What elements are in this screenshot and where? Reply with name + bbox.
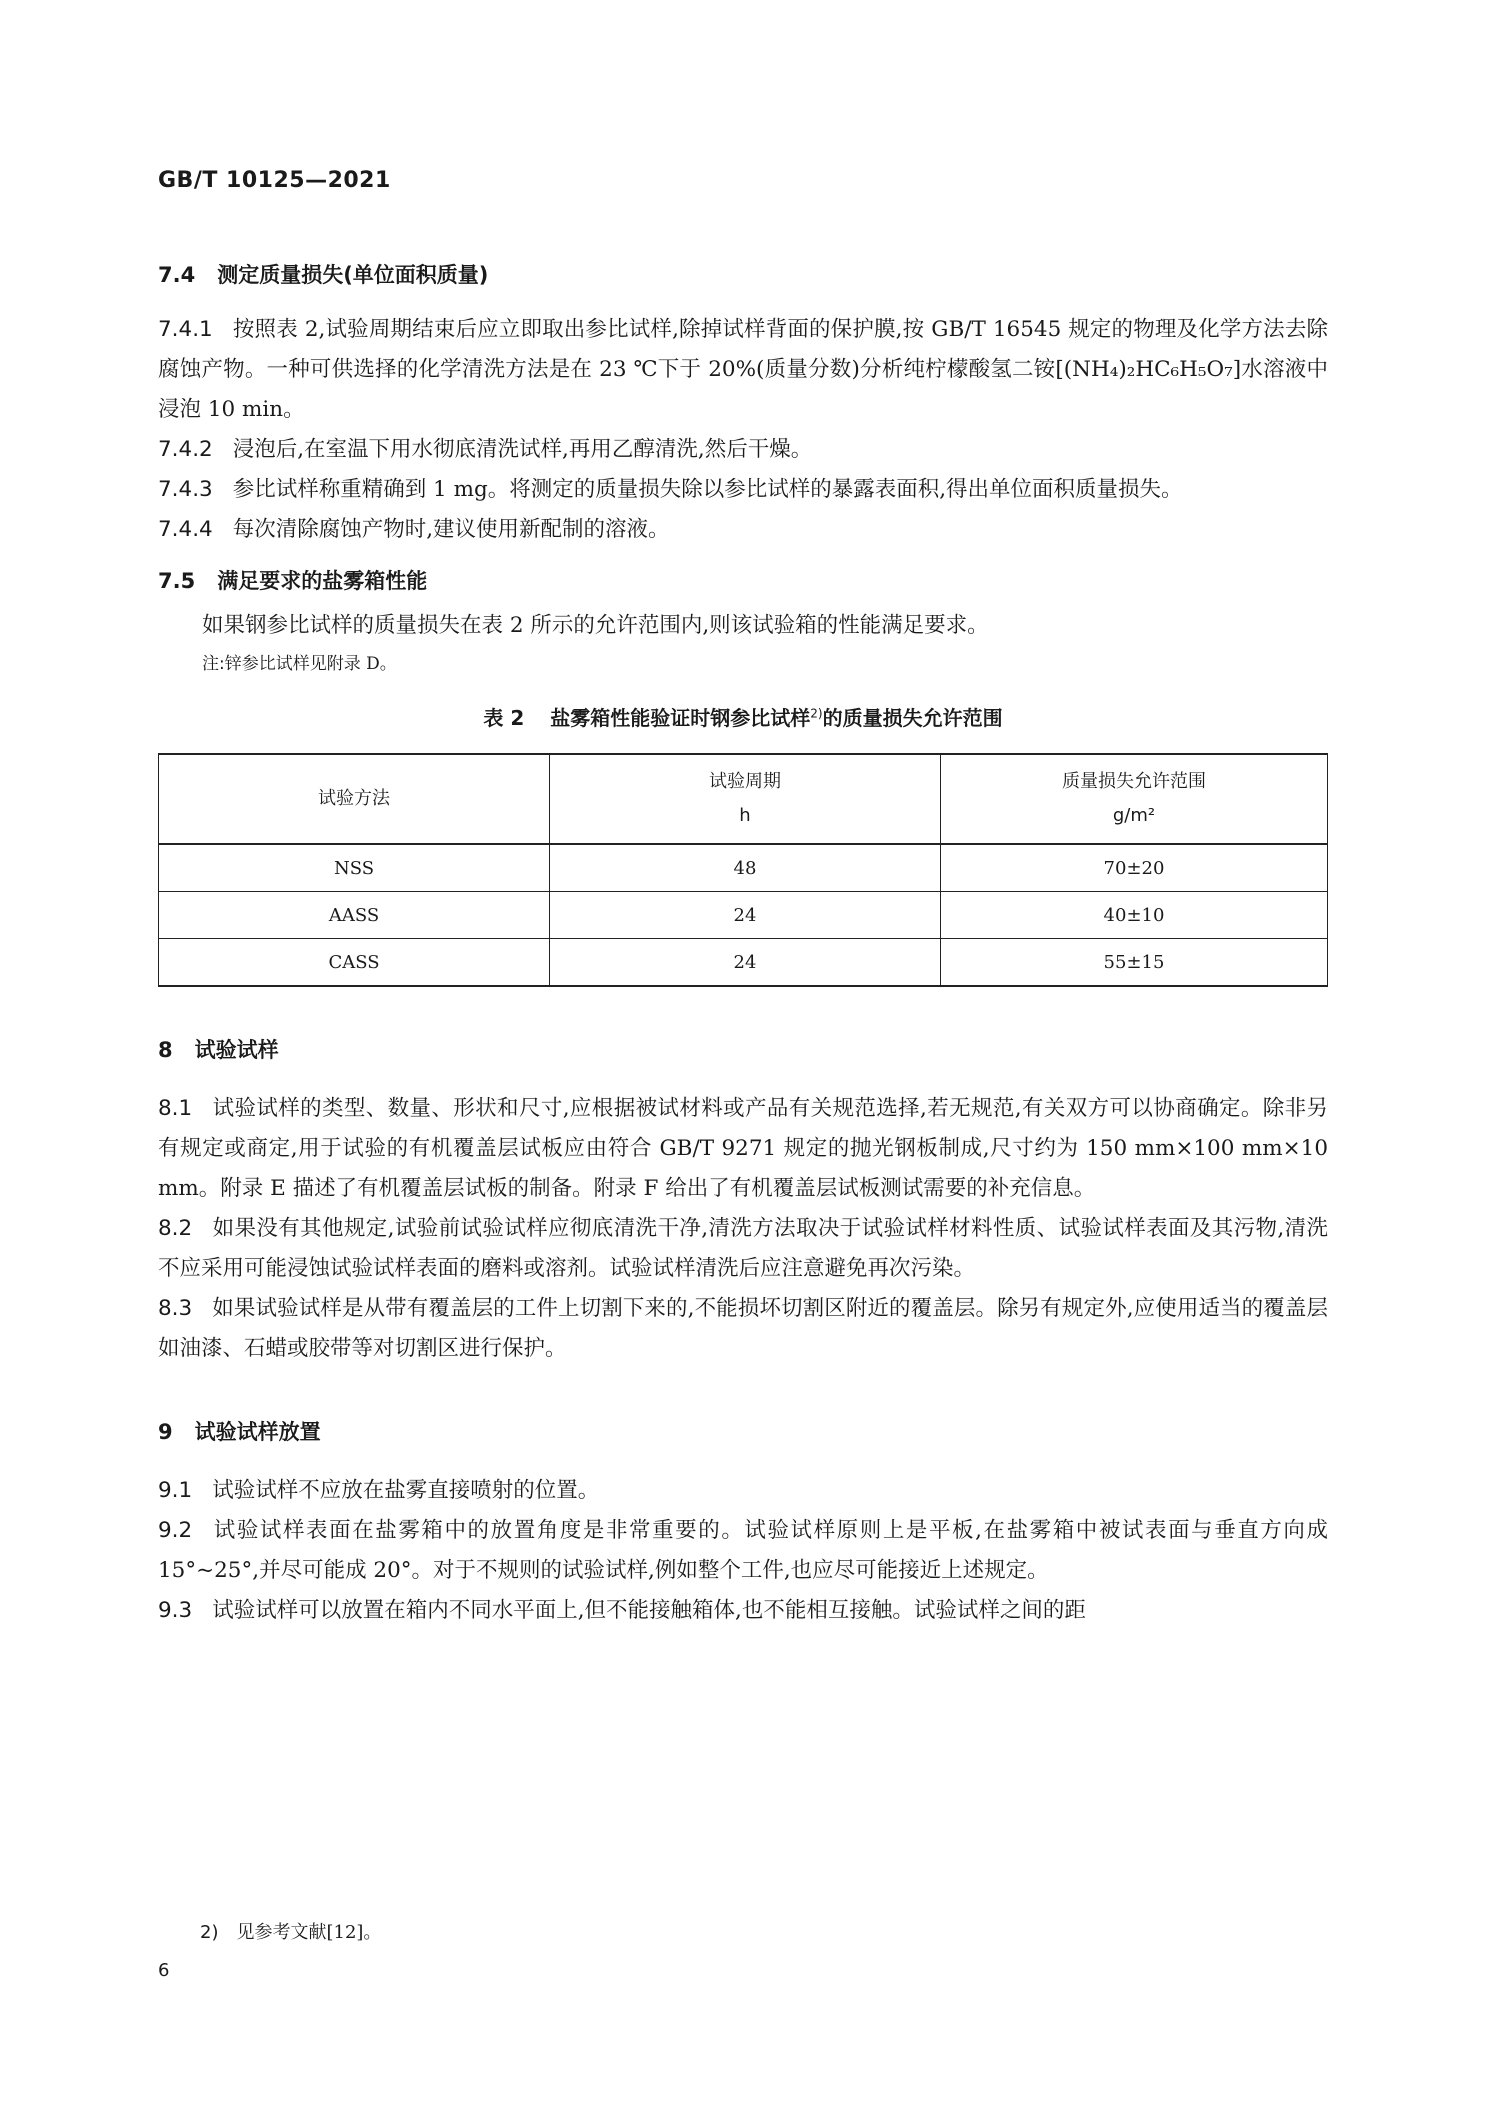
table-cell: AASS [159, 892, 550, 939]
header-unit: g/m² [1112, 805, 1156, 826]
clause-number: 8.1 [158, 1096, 193, 1121]
section-number: 7.4 [158, 263, 196, 287]
page-content [158, 258, 1328, 1631]
footnote-text: 见参考文献[12]。 [236, 1922, 382, 1943]
header-label: 试验方法 [318, 788, 390, 809]
table-cell: 70±20 [941, 844, 1328, 892]
footnote-mark: 2) [200, 1922, 219, 1943]
clause-number: 9.2 [158, 1518, 193, 1543]
clause-number: 9.3 [158, 1598, 193, 1623]
note-label: 注: [202, 654, 225, 674]
header-label: 试验周期 [709, 771, 781, 792]
table-cell: 24 [550, 892, 941, 939]
clause-7-4-4 [158, 510, 1328, 550]
clause-text: 试验试样表面在盐雾箱中的放置角度是非常重要的。试验试样原则上是平板,在盐雾箱中被试表面与垂直方向成 15°~25°,并尽可能成 20°。对于不规则的试验试样,例如整个工件,也应尽可能接近上述规定。 [158, 1518, 1328, 1583]
clause-9-2 [158, 1511, 1328, 1591]
table-cell: NSS [159, 844, 550, 892]
footnote-reference: 2) [810, 706, 823, 721]
section-number: 9 [158, 1420, 173, 1444]
column-header [159, 754, 550, 844]
section-number: 7.5 [158, 569, 196, 593]
table-cell: CASS [159, 939, 550, 987]
table-header-row [159, 754, 1328, 844]
column-header [941, 754, 1328, 844]
section-8-heading [158, 1033, 1328, 1067]
footnote [200, 1918, 381, 1944]
table-row [159, 892, 1328, 939]
clause-text: 如果没有其他规定,试验前试验试样应彻底清洗干净,清洗方法取决于试验试样材料性质、试验试样表面及其污物,清洗不应采用可能浸蚀试验试样表面的磨料或溶剂。试验试样清洗后应注意避免再次污染。 [158, 1216, 1328, 1281]
section-number: 8 [158, 1038, 173, 1062]
section-7-4-heading [158, 258, 1328, 292]
clause-text: 按照表 2,试验周期结束后应立即取出参比试样,除掉试样背面的保护膜,按 GB/T 16545 规定的物理及化学方法去除腐蚀产物。一种可供选择的化学清洗方法是在 23 ℃下于 20%(质量分数)分析纯柠檬酸氢二铵[(NH₄)₂HC₆H₅O₇]水溶液中浸泡 10 min。 [158, 317, 1328, 422]
clause-7-4-3 [158, 470, 1328, 510]
section-title: 试验试样放置 [194, 1420, 321, 1444]
section-title: 满足要求的盐雾箱性能 [217, 569, 428, 593]
clause-number: 7.4.4 [158, 517, 213, 542]
clause-number: 8.3 [158, 1296, 193, 1321]
clause-text: 试验试样的类型、数量、形状和尺寸,应根据被试材料或产品有关规范选择,若无规范,有关双方可以协商确定。除非另有规定或商定,用于试验的有机覆盖层试板应由符合 GB/T 9271 规定的抛光钢板制成,尺寸约为 150 mm×100 mm×10 mm。附录 E 描述了有机覆盖层试板的制备。附录 F 给出了有机覆盖层试板测试需要的补充信息。 [158, 1096, 1328, 1201]
clause-7-4-2 [158, 430, 1328, 470]
clause-number: 8.2 [158, 1216, 193, 1241]
header-label: 质量损失允许范围 [1062, 771, 1206, 792]
clause-8-2 [158, 1209, 1328, 1289]
column-header [550, 754, 941, 844]
table-caption [158, 702, 1328, 731]
table-number: 表 2 [483, 706, 525, 730]
clause-text: 试验试样不应放在盐雾直接喷射的位置。 [212, 1478, 600, 1503]
table-row [159, 939, 1328, 987]
clause-number: 7.4.2 [158, 437, 213, 462]
table-title: 盐雾箱性能验证时钢参比试样 [550, 706, 811, 730]
data-table [158, 753, 1328, 987]
note [202, 648, 1328, 680]
clause-8-3 [158, 1289, 1328, 1369]
clause-number: 9.1 [158, 1478, 193, 1503]
section-title: 测定质量损失(单位面积质量) [217, 263, 489, 287]
table-cell: 55±15 [941, 939, 1328, 987]
section-7-5-body: 如果钢参比试样的质量损失在表 2 所示的允许范围内,则该试验箱的性能满足要求。 [202, 613, 989, 638]
clause-number: 7.4.3 [158, 477, 213, 502]
clause-9-3 [158, 1591, 1328, 1631]
table-row [159, 844, 1328, 892]
page-number: 6 [158, 1960, 170, 1981]
table-cell: 48 [550, 844, 941, 892]
note-text: 锌参比试样见附录 D。 [224, 654, 397, 674]
section-7-5-heading [158, 564, 1328, 598]
clause-number: 7.4.1 [158, 317, 213, 342]
table-cell: 24 [550, 939, 941, 987]
clause-9-1 [158, 1471, 1328, 1511]
clause-text: 每次清除腐蚀产物时,建议使用新配制的溶液。 [232, 517, 670, 542]
clause-8-1 [158, 1089, 1328, 1209]
clause-text: 如果试验试样是从带有覆盖层的工件上切割下来的,不能损坏切割区附近的覆盖层。除另有规定外,应使用适当的覆盖层如油漆、石蜡或胶带等对切割区进行保护。 [158, 1296, 1328, 1361]
header-unit: h [739, 805, 751, 826]
document-code: GB/T 10125—2021 [158, 168, 391, 193]
table-cell: 40±10 [941, 892, 1328, 939]
clause-text: 参比试样称重精确到 1 mg。将测定的质量损失除以参比试样的暴露表面积,得出单位面积质量损失。 [232, 477, 1183, 502]
clause-text: 试验试样可以放置在箱内不同水平面上,但不能接触箱体,也不能相互接触。试验试样之间的距 [212, 1598, 1086, 1623]
clause-7-4-1 [158, 310, 1328, 430]
table-title-tail: 的质量损失允许范围 [822, 706, 1003, 730]
clause-text: 浸泡后,在室温下用水彻底清洗试样,再用乙醇清洗,然后干燥。 [232, 437, 813, 462]
section-9-heading [158, 1415, 1328, 1449]
section-title: 试验试样 [194, 1038, 279, 1062]
